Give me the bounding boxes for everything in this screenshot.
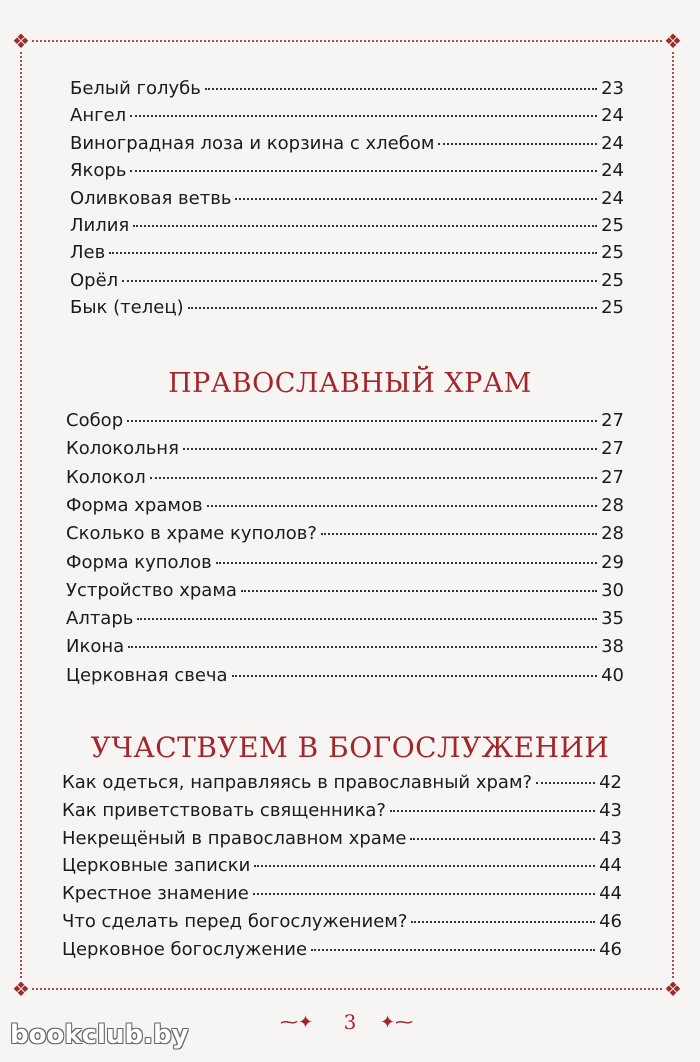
toc-entry bbox=[66, 636, 624, 662]
toc-entry bbox=[66, 495, 624, 521]
toc-entry bbox=[62, 883, 622, 909]
dot-leader bbox=[232, 675, 598, 677]
toc-entry-title: Оливковая ветвь bbox=[70, 187, 232, 209]
toc-entry-title: Ангел bbox=[70, 105, 127, 127]
dot-leader bbox=[207, 505, 598, 507]
toc-entry bbox=[66, 665, 624, 691]
toc-entry bbox=[70, 215, 624, 241]
toc-entry-title: Лилия bbox=[70, 215, 130, 236]
toc-entry-page: 30 bbox=[601, 579, 624, 601]
dot-leader bbox=[438, 143, 597, 145]
toc-entry-page: 44 bbox=[599, 855, 622, 877]
section-heading-participation: УЧАСТВУЕМ В БОГОСЛУЖЕНИИ bbox=[90, 731, 610, 764]
toc-entry-title: Якорь bbox=[70, 160, 127, 182]
dot-leader bbox=[130, 170, 597, 172]
dot-leader bbox=[536, 782, 595, 784]
toc-entry bbox=[70, 242, 624, 268]
dot-leader bbox=[321, 533, 597, 535]
dot-leader bbox=[390, 810, 595, 812]
toc-entry-page: 23 bbox=[601, 78, 624, 99]
toc-entry-title: Крестное знамение bbox=[62, 883, 249, 905]
toc-entry-page: 38 bbox=[601, 636, 624, 658]
dot-leader bbox=[311, 949, 595, 951]
toc-entry bbox=[62, 828, 622, 854]
toc-entry-title: Алтарь bbox=[66, 608, 134, 630]
toc-entry bbox=[62, 911, 622, 937]
toc-entry-page: 43 bbox=[599, 827, 622, 849]
toc-entry-page: 28 bbox=[601, 523, 624, 545]
toc-entry-title: Сколько в храме куполов? bbox=[66, 523, 317, 545]
toc-entry bbox=[70, 160, 624, 186]
dot-leader bbox=[253, 893, 595, 895]
toc-entry-title: Орёл bbox=[70, 269, 119, 291]
toc-entry bbox=[66, 410, 624, 436]
toc-entry-title: Собор bbox=[66, 410, 124, 431]
toc-entry-title: Икона bbox=[66, 636, 125, 658]
dot-leader bbox=[127, 420, 597, 422]
corner-ornament-icon: ❖ bbox=[10, 30, 32, 52]
toc-entry-page: 25 bbox=[601, 269, 624, 291]
toc-entry-title: Некрещёный в православном храме bbox=[62, 827, 407, 849]
toc-entry bbox=[66, 608, 624, 634]
toc-entry bbox=[70, 133, 624, 159]
toc-entry bbox=[70, 105, 624, 131]
dot-leader bbox=[133, 225, 597, 227]
corner-ornament-icon: ❖ bbox=[10, 978, 32, 1000]
toc-entry bbox=[62, 800, 622, 826]
toc-entry bbox=[62, 772, 622, 798]
toc-entry-page: 25 bbox=[601, 297, 624, 319]
toc-entry bbox=[66, 467, 624, 493]
toc-entry-page: 29 bbox=[601, 551, 624, 573]
dot-leader bbox=[411, 921, 595, 923]
toc-entry-page: 25 bbox=[601, 215, 624, 236]
toc-entry-title: Церковная свеча bbox=[66, 664, 228, 686]
toc-entry bbox=[66, 438, 624, 464]
toc-entry-title: Церковные записки bbox=[62, 855, 251, 877]
corner-ornament-icon: ❖ bbox=[662, 30, 684, 52]
toc-entry-title: Форма храмов bbox=[66, 494, 203, 516]
watermark: bookclub.by bbox=[10, 1020, 189, 1050]
toc-entry-page: 42 bbox=[599, 772, 622, 793]
toc-entry-title: Лев bbox=[70, 242, 106, 264]
toc-entry-page: 40 bbox=[601, 664, 624, 686]
dot-leader bbox=[137, 618, 597, 620]
toc-entry bbox=[66, 523, 624, 549]
toc-entry-title: Колокол bbox=[66, 466, 146, 488]
toc-entry-title: Что сделать перед богослужением? bbox=[62, 911, 408, 932]
toc-entry-page: 44 bbox=[599, 883, 622, 905]
dot-leader bbox=[410, 838, 595, 840]
dot-leader bbox=[235, 198, 597, 200]
toc-entry bbox=[66, 580, 624, 606]
toc-entry-page: 46 bbox=[599, 938, 622, 960]
toc-entry-page: 28 bbox=[601, 494, 624, 516]
dot-leader bbox=[188, 307, 598, 309]
toc-entry-title: Колокольня bbox=[66, 438, 179, 460]
toc-entry bbox=[70, 297, 624, 323]
toc-entry-page: 35 bbox=[601, 608, 624, 630]
toc-entry-title: Виноградная лоза и корзина с хлебом bbox=[70, 132, 435, 154]
toc-entry bbox=[66, 552, 624, 578]
toc-entry-page: 24 bbox=[601, 160, 624, 182]
page-number: 3 bbox=[343, 1010, 357, 1034]
toc-entry-title: Форма куполов bbox=[66, 551, 212, 573]
dot-leader bbox=[183, 448, 597, 450]
dot-leader bbox=[122, 280, 597, 282]
toc-entry-page: 25 bbox=[601, 242, 624, 264]
section-heading-orthodox-temple: ПРАВОСЛАВНЫЙ ХРАМ bbox=[168, 368, 532, 399]
toc-entry bbox=[62, 855, 622, 881]
toc-entry-title: Как приветствовать священника? bbox=[62, 799, 386, 821]
dot-leader bbox=[150, 477, 597, 479]
toc-entry bbox=[70, 188, 624, 214]
toc-entry-page: 24 bbox=[601, 187, 624, 209]
toc-entry-title: Церковное богослужение bbox=[62, 938, 308, 960]
dot-leader bbox=[130, 115, 597, 117]
dot-leader bbox=[216, 562, 597, 564]
toc-entry-page: 46 bbox=[599, 911, 622, 932]
toc-entry-title: Бык (телец) bbox=[70, 297, 184, 319]
toc-entry-page: 27 bbox=[601, 466, 624, 488]
toc-entry-page: 27 bbox=[601, 410, 624, 431]
toc-entry-page: 43 bbox=[599, 799, 622, 821]
toc-entry-page: 27 bbox=[601, 438, 624, 460]
dot-leader bbox=[109, 252, 597, 254]
dot-leader bbox=[205, 88, 597, 90]
toc-entry-title: Как одеться, направляясь в православный храм? bbox=[62, 772, 533, 793]
dot-leader bbox=[241, 590, 597, 592]
dot-leader bbox=[128, 646, 597, 648]
footer-ornament-right-icon: ✦⁓ bbox=[380, 1012, 414, 1033]
corner-ornament-icon: ❖ bbox=[662, 978, 684, 1000]
toc-entry bbox=[70, 78, 624, 104]
toc-entry-page: 24 bbox=[601, 132, 624, 154]
toc-entry-title: Белый голубь bbox=[70, 78, 201, 99]
toc-entry-page: 24 bbox=[601, 105, 624, 127]
toc-entry-title: Устройство храма bbox=[66, 579, 237, 601]
toc-entry bbox=[70, 270, 624, 296]
footer-ornament-left-icon: ⁓✦ bbox=[280, 1012, 314, 1033]
dot-leader bbox=[254, 865, 595, 867]
toc-entry bbox=[62, 939, 622, 965]
